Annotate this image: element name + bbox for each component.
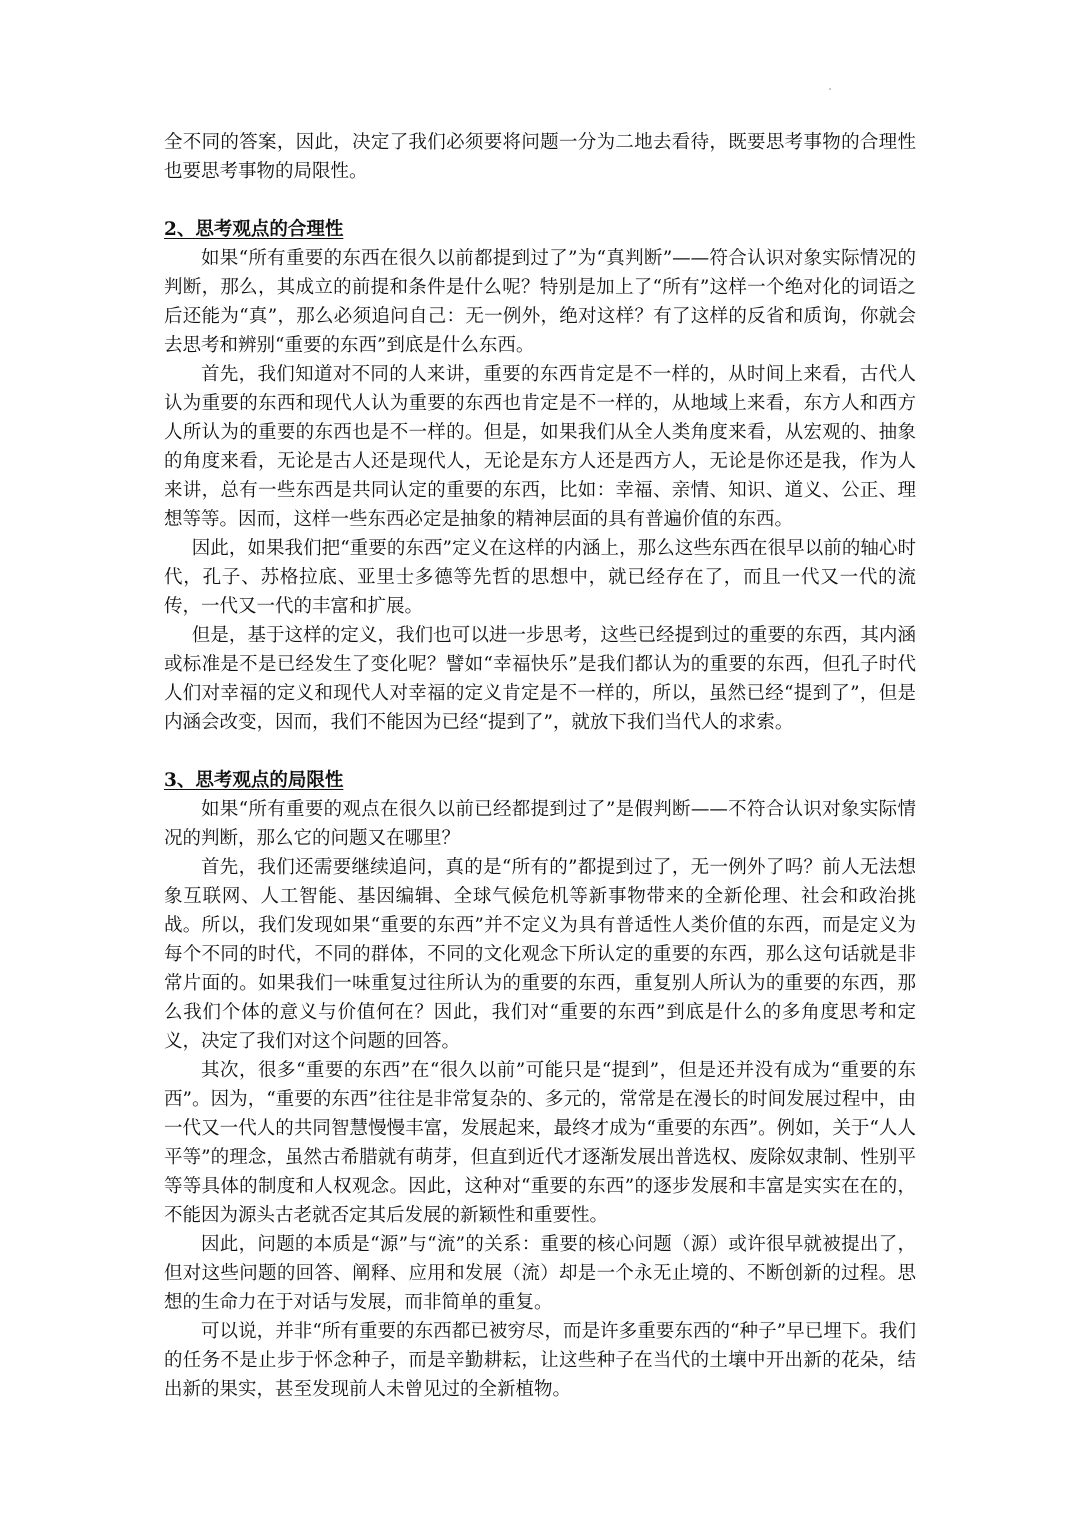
intro-paragraph: 全不同的答案，因此，决定了我们必须要将问题一分为二地去看待，既要思考事物的合理性也要思考事物的局限性。 xyxy=(164,132,916,182)
section-3-paragraph-2: 首先，我们还需要继续追问，真的是“所有的”都提到过了，无一例外了吗？前人无法想象互联网、人工智能、基因编辑、全球气候危机等新事物带来的全新伦理、社会和政治挑战。所以，我们发现如果“重要的东西”并不定义为具有普适性人类价值的东西，而是定义为每个不同的时代，不同的群体，不同的文化观念下所认定的重要的东西，那么这句话就是非常片面的。如果我们一味重复过往所认为的重要的东西，重复别人所认为的重要的东西，那么我们个体的意义与价值何在？因此，我们对“重要的东西”到底是什么的多角度思考和定义，决定了我们对这个问题的回答。 xyxy=(164,857,916,1052)
document-body xyxy=(164,128,916,1404)
section-2-paragraph-3: 因此，如果我们把“重要的东西”定义在这样的内涵上，那么这些东西在很早以前的轴心时代，孔子、苏格拉底、亚里士多德等先哲的思想中，就已经存在了，而且一代又一代的流传，一代又一代的丰富和扩展。 xyxy=(164,538,916,617)
section-3-paragraph-5: 可以说，并非“所有重要的东西都已被穷尽，而是许多重要东西的“种子”早已埋下。我们的任务不是止步于怀念种子，而是辛勤耕耘，让这些种子在当代的土壤中开出新的花朵，结出新的果实，甚至发现前人未曾见过的全新植物。 xyxy=(164,1321,916,1400)
page-speck xyxy=(829,88,831,90)
section-2-paragraph-2: 首先，我们知道对不同的人来讲，重要的东西肯定是不一样的，从时间上来看，古代人认为重要的东西和现代人认为重要的东西也肯定是不一样的，从地域上来看，东方人和西方人所认为的重要的东西也是不一样的。但是，如果我们从全人类角度来看，从宏观的、抽象的角度来看，无论是古人还是现代人，无论是东方人还是西方人，无论是你还是我，作为人来讲，总有一些东西是共同认定的重要的东西，比如：幸福、亲情、知识、道义、公正、理想等等。因而，这样一些东西必定是抽象的精神层面的具有普遍价值的东西。 xyxy=(164,364,916,530)
spacer xyxy=(164,737,916,766)
spacer xyxy=(164,186,916,215)
section-2-heading: 2、思考观点的合理性 xyxy=(164,219,344,240)
section-2-paragraph-1: 如果“所有重要的东西在很久以前都提到过了”为“真判断”——符合认识对象实际情况的判断，那么，其成立的前提和条件是什么呢？特别是加上了“所有”这样一个绝对化的词语之后还能为“真”，那么必须追问自己：无一例外，绝对这样？有了这样的反省和质询，你就会去思考和辨别“重要的东西”到底是什么东西。 xyxy=(164,248,916,356)
section-3-paragraph-1: 如果“所有重要的观点在很久以前已经都提到过了”是假判断——不符合认识对象实际情况的判断，那么它的问题又在哪里？ xyxy=(164,799,916,849)
section-2-paragraph-4: 但是，基于这样的定义，我们也可以进一步思考，这些已经提到过的重要的东西，其内涵或标准是不是已经发生了变化呢？譬如“幸福快乐”是我们都认为的重要的东西，但孔子时代人们对幸福的定义和现代人对幸福的定义肯定是不一样的，所以，虽然已经“提到了”，但是内涵会改变，因而，我们不能因为已经“提到了”，就放下我们当代人的求索。 xyxy=(164,625,916,733)
section-3-paragraph-4: 因此，问题的本质是“源”与“流”的关系：重要的核心问题（源）或许很早就被提出了，但对这些问题的回答、阐释、应用和发展（流）却是一个永无止境的、不断创新的过程。思想的生命力在于对话与发展，而非简单的重复。 xyxy=(164,1234,916,1313)
section-3-heading: 3、思考观点的局限性 xyxy=(164,770,344,791)
section-3-paragraph-3: 其次，很多“重要的东西”在“很久以前”可能只是“提到”，但是还并没有成为“重要的东西”。因为，“重要的东西”往往是非常复杂的、多元的，常常是在漫长的时间发展过程中，由一代又一代人的共同智慧慢慢丰富，发展起来，最终才成为“重要的东西”。例如，关于“人人平等”的理念，虽然古希腊就有萌芽，但直到近代才逐渐发展出普选权、废除奴隶制、性别平等等具体的制度和人权观念。因此，这种对“重要的东西”的逐步发展和丰富是实实在在的，不能因为源头古老就否定其后发展的新颖性和重要性。 xyxy=(164,1060,916,1226)
